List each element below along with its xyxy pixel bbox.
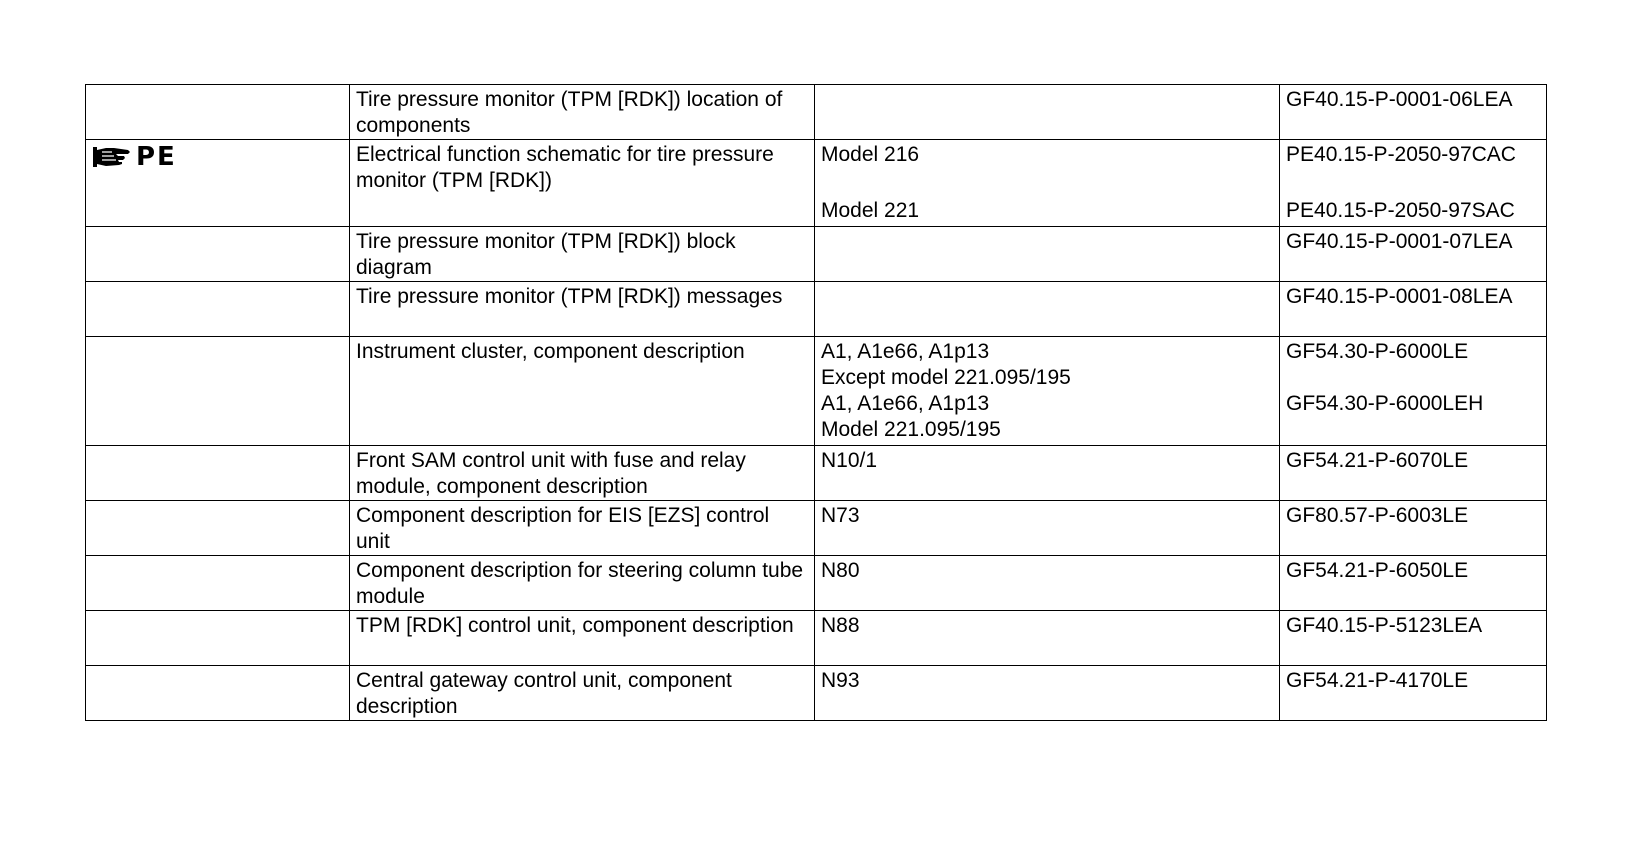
- title-cell: Tire pressure monitor (TPM [RDK]) messages: [350, 282, 815, 337]
- title-cell: Tire pressure monitor (TPM [RDK]) block diagram: [350, 227, 815, 282]
- info-cell: N93: [815, 666, 1280, 721]
- info-cell: Model 221: [815, 198, 1280, 227]
- marker-cell: [86, 446, 350, 501]
- marker-cell: [86, 556, 350, 611]
- marker-cell: [86, 501, 350, 556]
- document-code[interactable]: GF40.15-P-0001-06LEA: [1280, 85, 1547, 140]
- table-row: [86, 556, 1547, 611]
- info-cell: N10/1: [815, 446, 1280, 501]
- table-row: [86, 501, 1547, 556]
- title-cell: TPM [RDK] control unit, component description: [350, 611, 815, 666]
- info-cell: N73: [815, 501, 1280, 556]
- table-row: [86, 611, 1547, 666]
- info-cell: [815, 227, 1280, 282]
- table-row: [86, 446, 1547, 501]
- pointing-hand-icon: [92, 144, 132, 170]
- marker-cell: [86, 666, 350, 721]
- reference-table: [85, 84, 1547, 721]
- document-code[interactable]: GF80.57-P-6003LE: [1280, 501, 1547, 556]
- marker-cell: [86, 611, 350, 666]
- info-cell: N88: [815, 611, 1280, 666]
- marker-cell: [86, 85, 350, 140]
- info-cell: Model 216: [815, 140, 1280, 199]
- title-cell: Front SAM control unit with fuse and relay module, component description: [350, 446, 815, 501]
- info-cell: [815, 282, 1280, 337]
- title-cell: Central gateway control unit, component description: [350, 666, 815, 721]
- table-row: [86, 140, 1547, 199]
- table-row: [86, 282, 1547, 337]
- marker-cell: [86, 337, 350, 446]
- info-cell: [815, 85, 1280, 140]
- document-code[interactable]: GF40.15-P-0001-07LEA: [1280, 227, 1547, 282]
- document-code[interactable]: GF54.21-P-6070LE: [1280, 446, 1547, 501]
- title-cell: Component description for steering column tube module: [350, 556, 815, 611]
- document-code[interactable]: GF54.30-P-6000LE: [1280, 337, 1547, 392]
- pe-marker[interactable]: PE: [92, 144, 177, 170]
- document-code[interactable]: GF54.30-P-6000LEH: [1280, 391, 1547, 446]
- title-cell: Tire pressure monitor (TPM [RDK]) location of components: [350, 85, 815, 140]
- table-row: [86, 227, 1547, 282]
- marker-cell: [86, 282, 350, 337]
- document-code[interactable]: GF54.21-P-6050LE: [1280, 556, 1547, 611]
- table-row: [86, 85, 1547, 140]
- document-code[interactable]: GF54.21-P-4170LE: [1280, 666, 1547, 721]
- info-cell: A1, A1e66, A1p13 Model 221.095/195: [815, 391, 1280, 446]
- marker-cell: [86, 227, 350, 282]
- title-cell: Electrical function schematic for tire pressure monitor (TPM [RDK]): [350, 140, 815, 227]
- info-cell: N80: [815, 556, 1280, 611]
- info-cell: A1, A1e66, A1p13 Except model 221.095/195: [815, 337, 1280, 392]
- table-row: [86, 666, 1547, 721]
- document-code[interactable]: PE40.15-P-2050-97SAC: [1280, 198, 1547, 227]
- document-code[interactable]: GF40.15-P-5123LEA: [1280, 611, 1547, 666]
- marker-cell: [86, 140, 350, 227]
- table-row: [86, 337, 1547, 392]
- title-cell: Instrument cluster, component description: [350, 337, 815, 446]
- document-code[interactable]: GF40.15-P-0001-08LEA: [1280, 282, 1547, 337]
- document-code[interactable]: PE40.15-P-2050-97CAC: [1280, 140, 1547, 199]
- title-cell: Component description for EIS [EZS] control unit: [350, 501, 815, 556]
